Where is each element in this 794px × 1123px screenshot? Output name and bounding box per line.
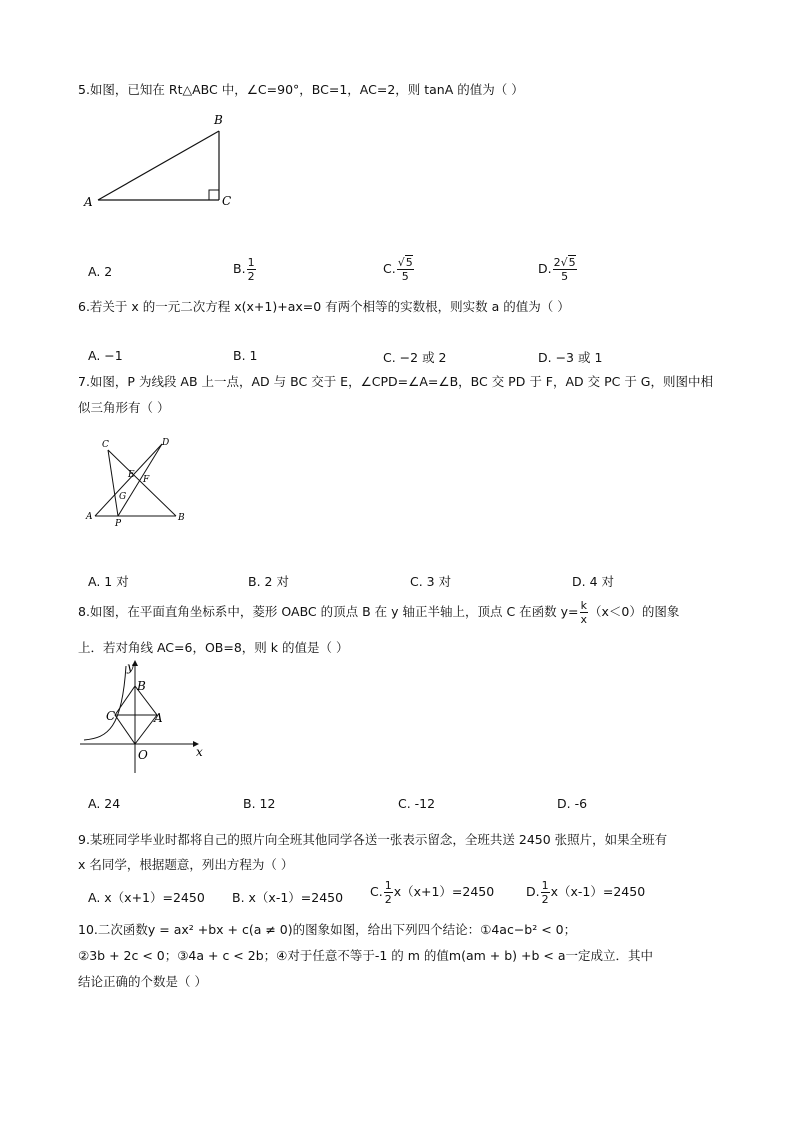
q6-option-a[interactable]: A. −1: [88, 348, 123, 363]
fraction: $\frac{1}{2}$: [247, 256, 255, 283]
segment-pd: [118, 444, 162, 516]
q10-stem-line1: 10.二次函数y = ax² +bx + c(a ≠ 0)的图象如图，给出下列四个结论：①4ac−b² < 0；: [78, 922, 577, 937]
q7-geometry-figure: [80, 432, 200, 532]
q5-option-c[interactable]: [383, 257, 415, 282]
label-b: B: [178, 513, 185, 523]
q5-option-a[interactable]: A. 2: [88, 264, 113, 279]
fraction: $\frac{1}{2}$: [384, 879, 392, 906]
label-f: F: [143, 475, 150, 485]
label-c: C: [222, 194, 232, 208]
q9-option-c[interactable]: C. $\frac{1}{2}$ x（x+1）=2450: [370, 879, 495, 906]
q8-stem-line2: 上．若对角线 AC=6，OB=8，则 k 的值是（ ）: [78, 640, 349, 655]
q7-stem-line2: 似三角形有（ ）: [78, 400, 170, 415]
q6-option-d[interactable]: D. −3 或 1: [538, 350, 603, 365]
q9-stem-line2: x 名同学，根据题意，列出方程为（ ）: [78, 857, 294, 872]
label-g: G: [119, 492, 127, 502]
q9-stem-line1: 9.某班同学毕业时都将自己的照片向全班其他同学各送一张表示留念，全班共送 2450 张照片，如果全班有: [78, 832, 668, 847]
q8-option-c[interactable]: C. -12: [398, 796, 436, 811]
q9-option-b[interactable]: B. x（x-1）=2450: [232, 890, 344, 905]
q10-stem-line2: ②3b + 2c < 0；③4a + c < 2b；④对于任意不等于-1 的 m 的值m(am + b) +b < a一定成立．其中: [78, 948, 653, 963]
label-x: x: [196, 745, 203, 759]
label-c: C: [106, 709, 116, 723]
fraction: $\frac{1}{2}$: [541, 879, 549, 906]
q8-option-a[interactable]: A. 24: [88, 796, 121, 811]
label-o: O: [138, 748, 148, 762]
side-ab: [98, 131, 219, 200]
right-angle-mark: [209, 190, 219, 200]
q6-option-b[interactable]: B. 1: [233, 348, 258, 363]
label-a: A: [154, 711, 163, 725]
label-p: P: [115, 519, 122, 529]
fraction: $\frac{√5}{5}$: [397, 256, 413, 283]
q7-option-a[interactable]: A. 1 对: [88, 574, 129, 589]
q5-stem: 5.如图，已知在 Rt△ABC 中，∠C=90°，BC=1，AC=2，则 tanA 的值为（ ）: [78, 82, 524, 97]
q7-option-d[interactable]: D. 4 对: [572, 574, 614, 589]
q10-stem-line3: 结论正确的个数是（ ）: [78, 974, 207, 989]
fraction: $\frac{2√5}{5}$: [553, 256, 576, 283]
q8-option-b[interactable]: B. 12: [243, 796, 276, 811]
q8-stem-line1: 8.如图，在平面直角坐标系中，菱形 OABC 的顶点 B 在 y 轴正半轴上，顶点 C 在函数 y= $\frac{k}{x}$ （x＜0）的图象: [78, 599, 680, 626]
q7-option-b[interactable]: B. 2 对: [248, 574, 289, 589]
segment-pc: [108, 450, 118, 516]
q5-option-d[interactable]: [538, 257, 578, 282]
fraction: $\frac{k}{x}$: [580, 599, 588, 626]
label-b: B: [137, 679, 146, 693]
q5-triangle-figure: [80, 108, 240, 212]
label-y: y: [127, 660, 134, 674]
q8-coordinate-figure: [78, 658, 203, 778]
option-prefix: D.: [538, 261, 552, 276]
hyperbola-curve: [84, 666, 126, 740]
q6-option-c[interactable]: C. −2 或 2: [383, 350, 447, 365]
q6-stem: 6.若关于 x 的一元二次方程 x(x+1)+ax=0 有两个相等的实数根，则实数 a 的值为（ ）: [78, 299, 570, 314]
option-prefix: C.: [383, 261, 396, 276]
label-c: C: [102, 440, 109, 450]
label-e: E: [128, 470, 135, 480]
label-a: A: [84, 195, 93, 209]
label-a: A: [86, 512, 93, 522]
q8-option-d[interactable]: D. -6: [557, 796, 588, 811]
label-d: D: [162, 438, 170, 448]
q5-option-b[interactable]: [233, 257, 257, 282]
segment-bc: [108, 450, 176, 516]
q7-option-c[interactable]: C. 3 对: [410, 574, 452, 589]
q9-option-a[interactable]: A. x（x+1）=2450: [88, 890, 205, 905]
option-prefix: B.: [233, 261, 246, 276]
segment-ad: [95, 444, 162, 516]
q9-option-d[interactable]: D. $\frac{1}{2}$ x（x-1）=2450: [526, 879, 646, 906]
q7-stem-line1: 7.如图，P 为线段 AB 上一点，AD 与 BC 交于 E，∠CPD=∠A=∠B，BC 交 PD 于 F，AD 交 PC 于 G，则图中相: [78, 374, 713, 389]
label-b: B: [214, 113, 223, 127]
